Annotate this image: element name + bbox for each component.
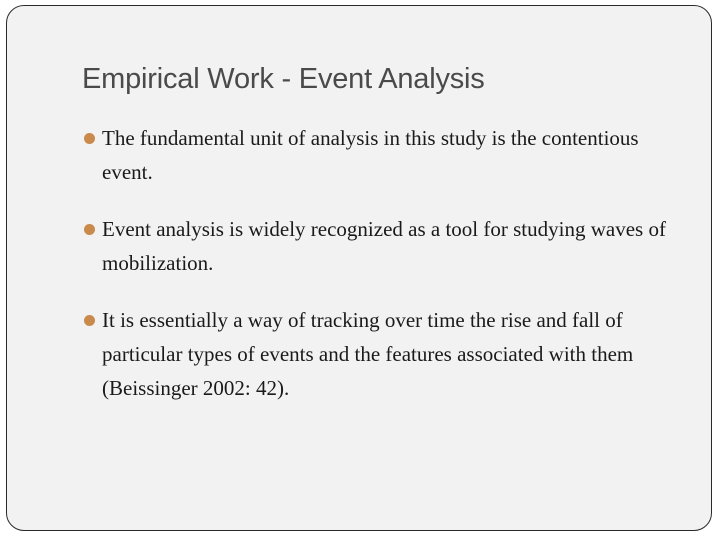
bullet-item <box>83 303 683 405</box>
bullet-item <box>83 121 683 189</box>
bullet-item <box>83 212 683 280</box>
bullet-text: It is essentially a way of tracking over time the rise and fall of particular types of events and the features associated with them (Beissinger 2002: 42). <box>102 308 634 400</box>
bullet-text: The fundamental unit of analysis in this study is the contentious event. <box>102 126 639 184</box>
bullet-dot-icon <box>84 133 95 144</box>
bullet-text: Event analysis is widely recognized as a tool for studying waves of mobilization. <box>102 217 666 275</box>
slide-title: Empirical Work - Event Analysis <box>82 63 485 95</box>
bullet-dot-icon <box>84 224 95 235</box>
bullet-dot-icon <box>84 315 95 326</box>
slide-frame <box>6 5 712 531</box>
bullet-list <box>83 121 683 428</box>
